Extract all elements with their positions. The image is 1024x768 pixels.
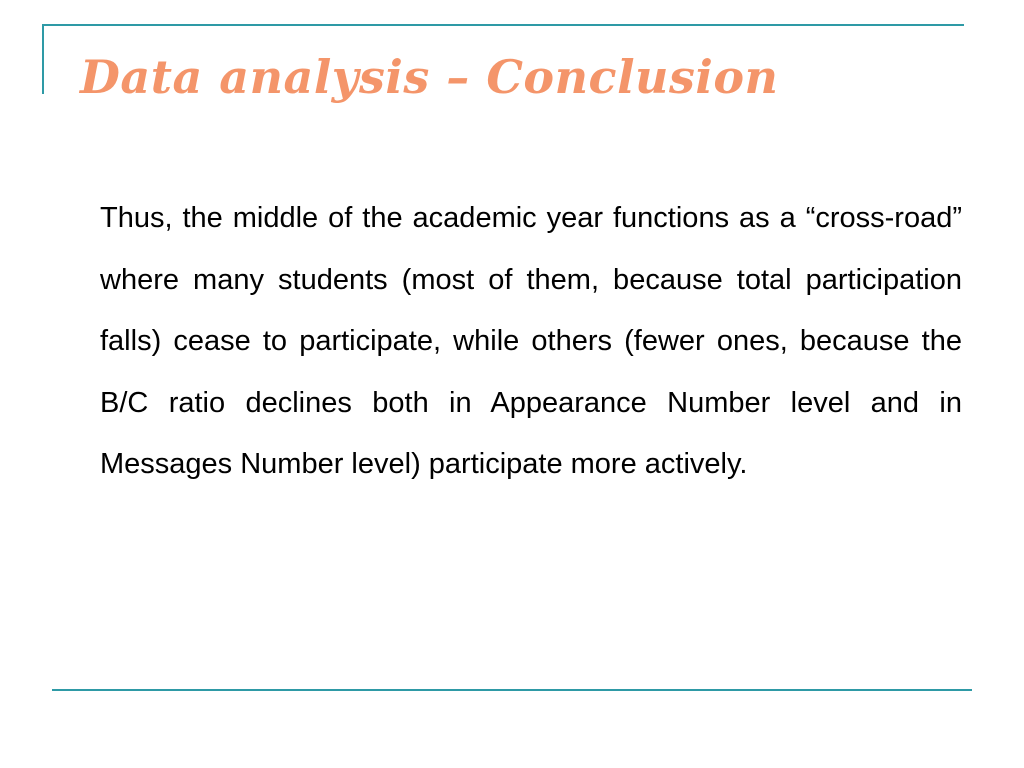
slide-body-text: Thus, the middle of the academic year functions as a “cross-road” where many students (most of them, because total participation falls) cease to participate, while others (fewer ones, because the B/C ratio declines both in Appearance Number level and in Messages Number level) participate more actively. <box>100 202 962 480</box>
frame-bottom-line <box>52 689 972 691</box>
frame-left-line <box>42 24 44 94</box>
frame-top-line <box>42 24 964 26</box>
slide-title: Data analysis – Conclusion <box>80 50 779 104</box>
